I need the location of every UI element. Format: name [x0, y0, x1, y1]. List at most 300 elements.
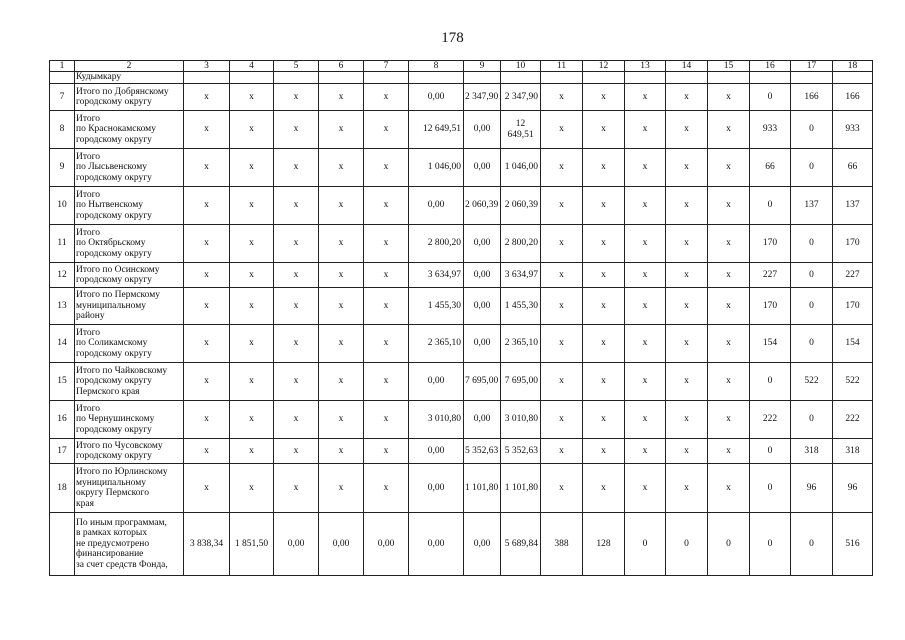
table-cell: x: [274, 288, 319, 325]
table-cell: [409, 72, 464, 84]
row-name-line: Кудымкару: [76, 72, 122, 83]
table-cell: x: [230, 401, 274, 439]
table-cell: 0,00: [464, 288, 501, 325]
table-row: [50, 363, 873, 401]
table-cell: 2 800,20: [501, 225, 541, 263]
table-cell: x: [319, 263, 364, 288]
table-cell: 128: [583, 513, 625, 576]
row-name-line: району: [76, 311, 105, 322]
row-name-line: по Чернушинскому: [76, 414, 155, 425]
table-cell: x: [541, 288, 583, 325]
row-name: [75, 187, 184, 225]
table-cell: x: [274, 363, 319, 401]
table-cell: x: [364, 263, 409, 288]
table-cell: 0: [791, 111, 833, 149]
row-name: [75, 111, 184, 149]
table-cell: x: [364, 288, 409, 325]
table-cell: 0: [791, 263, 833, 288]
table-cell: x: [274, 111, 319, 149]
table-cell: x: [274, 84, 319, 111]
row-number: 14: [50, 325, 75, 363]
table-cell: 3 634,97: [409, 263, 464, 288]
table-cell: [274, 72, 319, 84]
table-cell: 137: [791, 187, 833, 225]
table-cell: [464, 72, 501, 84]
table-cell: x: [184, 187, 230, 225]
table-row: [50, 111, 873, 149]
table-cell: x: [184, 363, 230, 401]
table-cell: [583, 72, 625, 84]
table-cell: 0: [791, 288, 833, 325]
table-cell: x: [708, 401, 750, 439]
table-cell: x: [666, 111, 708, 149]
table-cell: x: [625, 464, 666, 513]
row-name: [75, 401, 184, 439]
table-cell: x: [319, 363, 364, 401]
table-cell: x: [583, 288, 625, 325]
table-cell: x: [583, 363, 625, 401]
row-name-line: городскому округу: [76, 248, 152, 259]
table-cell: 0,00: [464, 263, 501, 288]
row-name-line: не предусмотрено: [76, 538, 150, 549]
table-row: [50, 288, 873, 325]
table-cell: x: [583, 149, 625, 187]
table-cell: 0,00: [464, 225, 501, 263]
table-row: [50, 263, 873, 288]
table-cell: 933: [750, 111, 791, 149]
table-cell: x: [541, 187, 583, 225]
table-cell: x: [230, 464, 274, 513]
row-name-line: городскому округу: [76, 376, 152, 387]
table-cell: 0: [708, 513, 750, 576]
row-name-line: за счет средств Фонда,: [76, 559, 168, 570]
table-cell: x: [708, 464, 750, 513]
table-cell: 66: [750, 149, 791, 187]
table-cell: [501, 72, 541, 84]
column-header: 9: [464, 61, 501, 72]
table-cell: x: [319, 464, 364, 513]
column-header: 1: [50, 61, 75, 72]
table-row: [50, 325, 873, 363]
row-name-line: городскому округу: [76, 134, 152, 145]
table-cell: 7 695,00: [464, 363, 501, 401]
table-cell: x: [184, 111, 230, 149]
table-cell: x: [541, 401, 583, 439]
table-cell: 0: [791, 513, 833, 576]
table-cell: x: [364, 439, 409, 464]
row-number: 9: [50, 149, 75, 187]
table-cell: 0: [750, 84, 791, 111]
table-cell: x: [319, 401, 364, 439]
table-cell: 0: [791, 225, 833, 263]
column-header: 10: [501, 61, 541, 72]
table-cell: x: [230, 288, 274, 325]
row-name-line: Итого: [76, 403, 101, 414]
table-cell: 154: [750, 325, 791, 363]
row-name-line: городскому округу: [76, 275, 152, 285]
table-row: [50, 513, 873, 576]
table-cell: x: [184, 439, 230, 464]
table-cell: 170: [750, 288, 791, 325]
table-cell: x: [625, 187, 666, 225]
table-cell: x: [319, 439, 364, 464]
table-cell: x: [230, 325, 274, 363]
row-name-line: По иным программам,: [76, 517, 167, 528]
table-row: [50, 84, 873, 111]
row-name-line: по Краснокамскому: [76, 124, 156, 135]
table-cell: x: [230, 111, 274, 149]
row-name-line: Итого: [76, 151, 101, 162]
table-cell: [184, 72, 230, 84]
table-cell: x: [666, 325, 708, 363]
table-cell: x: [319, 149, 364, 187]
table-cell: x: [708, 288, 750, 325]
table-cell: 222: [833, 401, 873, 439]
row-name: [75, 288, 184, 325]
table-row: [50, 439, 873, 464]
table-cell: x: [541, 84, 583, 111]
column-header: 13: [625, 61, 666, 72]
table-cell: [625, 72, 666, 84]
row-name-line: по Октябрьскому: [76, 238, 146, 249]
table-cell: x: [364, 149, 409, 187]
table-cell: 318: [791, 439, 833, 464]
table-cell: x: [666, 263, 708, 288]
table-cell: x: [541, 325, 583, 363]
table-cell: 227: [750, 263, 791, 288]
column-header: 11: [541, 61, 583, 72]
row-name-line: края: [76, 498, 94, 509]
row-number: 8: [50, 111, 75, 149]
table-cell: x: [625, 149, 666, 187]
table-cell: [666, 72, 708, 84]
table-cell: x: [666, 187, 708, 225]
table-cell: 0: [791, 401, 833, 439]
table-cell: 0: [791, 149, 833, 187]
row-number: 7: [50, 84, 75, 111]
row-name-line: Итого по Юрлинскому: [76, 467, 168, 477]
table-cell: x: [184, 225, 230, 263]
table-cell: x: [364, 464, 409, 513]
table-cell: x: [666, 464, 708, 513]
table-cell: x: [583, 84, 625, 111]
table-cell: 522: [791, 363, 833, 401]
row-name-line: городскому округу: [76, 172, 152, 183]
table-cell: 170: [833, 288, 873, 325]
table-cell: 516: [833, 513, 873, 576]
row-number: 16: [50, 401, 75, 439]
table-cell: x: [541, 464, 583, 513]
table-cell: x: [541, 263, 583, 288]
table-cell: 7 695,00: [501, 363, 541, 401]
row-number: 11: [50, 225, 75, 263]
table-cell: x: [230, 439, 274, 464]
row-name-line: Итого по Добрянскому: [76, 86, 169, 97]
column-header: 18: [833, 61, 873, 72]
table-cell: 0: [750, 513, 791, 576]
row-number: [50, 513, 75, 576]
table-row: [50, 72, 873, 84]
table-cell: [230, 72, 274, 84]
table-cell: 5 352,63: [464, 439, 501, 464]
column-header: 6: [319, 61, 364, 72]
table-cell: x: [274, 325, 319, 363]
row-name-line: Итого по Чайковскому: [76, 365, 168, 376]
table-cell: x: [364, 401, 409, 439]
row-name-line: финансирование: [76, 549, 144, 560]
table-cell: 3 010,80: [501, 401, 541, 439]
table-cell: x: [230, 363, 274, 401]
column-header: 7: [364, 61, 409, 72]
table-cell: x: [708, 263, 750, 288]
table-cell: 0: [750, 187, 791, 225]
table-cell: x: [708, 363, 750, 401]
table-cell: x: [184, 84, 230, 111]
table-cell: 0,00: [274, 513, 319, 576]
table-cell: x: [583, 401, 625, 439]
table-cell: 0,00: [409, 464, 464, 513]
table-cell: 1 101,80: [464, 464, 501, 513]
table-cell: x: [230, 84, 274, 111]
table-cell: 170: [750, 225, 791, 263]
row-name-line: Итого по Осинскому: [76, 264, 160, 275]
column-header: 16: [750, 61, 791, 72]
table-cell: x: [274, 401, 319, 439]
table-cell: 318: [833, 439, 873, 464]
table-cell: [708, 72, 750, 84]
table-cell: 0,00: [464, 513, 501, 576]
table-cell: 0,00: [409, 439, 464, 464]
table-cell: x: [583, 187, 625, 225]
table-cell: 522: [833, 363, 873, 401]
row-number: 18: [50, 464, 75, 513]
table-cell: x: [708, 225, 750, 263]
table-cell: x: [319, 187, 364, 225]
table-cell: x: [583, 439, 625, 464]
table-header: [50, 61, 873, 72]
row-number: 12: [50, 263, 75, 288]
table-cell: 2 365,10: [501, 325, 541, 363]
table-cell: x: [583, 325, 625, 363]
row-name-line: муниципальному: [76, 300, 146, 311]
table-cell: x: [230, 263, 274, 288]
row-name-line: городскому округу: [76, 424, 152, 435]
table-cell: x: [666, 149, 708, 187]
table-cell: 3 634,97: [501, 263, 541, 288]
table-cell: x: [625, 225, 666, 263]
table-cell: x: [666, 439, 708, 464]
table-cell: x: [319, 111, 364, 149]
table-row: [50, 187, 873, 225]
table-cell: x: [541, 149, 583, 187]
table-cell: 137: [833, 187, 873, 225]
table-cell: 2 347,90: [501, 84, 541, 111]
row-number: 10: [50, 187, 75, 225]
row-name: [75, 263, 184, 288]
row-name-line: Итого по Чусовскому: [76, 440, 163, 451]
table-cell: x: [708, 325, 750, 363]
page-number: 178: [441, 30, 464, 46]
table-cell: x: [541, 439, 583, 464]
table-cell: 222: [750, 401, 791, 439]
data-table: [49, 60, 873, 576]
table-cell: x: [583, 263, 625, 288]
table-cell: [791, 72, 833, 84]
table-cell: 0: [750, 464, 791, 513]
table-cell: x: [184, 401, 230, 439]
table-row: [50, 225, 873, 263]
row-name-line: Итого по Пермскому: [76, 290, 161, 301]
row-name-line: Итого: [76, 227, 101, 238]
table-cell: x: [364, 187, 409, 225]
table-cell: 96: [791, 464, 833, 513]
table-cell: x: [319, 288, 364, 325]
column-header: 17: [791, 61, 833, 72]
table-cell: [364, 72, 409, 84]
table-cell: 170: [833, 225, 873, 263]
table-cell: x: [625, 363, 666, 401]
table-cell: 0,00: [409, 513, 464, 576]
table-cell: 2 060,39: [464, 187, 501, 225]
table-cell: x: [274, 439, 319, 464]
table-cell: x: [319, 325, 364, 363]
table-cell: x: [364, 325, 409, 363]
table-cell: 0: [750, 439, 791, 464]
table-cell: x: [625, 288, 666, 325]
row-name: [75, 464, 184, 513]
table-cell: 0,00: [464, 401, 501, 439]
table-cell: 2 800,20: [409, 225, 464, 263]
table-cell: x: [583, 225, 625, 263]
table-cell: x: [364, 225, 409, 263]
row-name-line: в рамках которых: [76, 528, 148, 539]
table-cell: 0,00: [409, 187, 464, 225]
table-cell: 12 649,51: [409, 111, 464, 149]
table-cell: 166: [791, 84, 833, 111]
table-cell: x: [319, 84, 364, 111]
table-cell: x: [230, 225, 274, 263]
table-cell: x: [274, 149, 319, 187]
table-cell: x: [184, 464, 230, 513]
table-cell: 0,00: [409, 363, 464, 401]
table-cell: x: [230, 149, 274, 187]
row-name-line: городскому округу: [76, 210, 152, 221]
table-cell: x: [184, 325, 230, 363]
table-row: [50, 401, 873, 439]
table-cell: x: [708, 149, 750, 187]
column-header: 3: [184, 61, 230, 72]
table-cell: 0: [750, 363, 791, 401]
table-cell: 0,00: [409, 84, 464, 111]
table-cell: x: [625, 401, 666, 439]
table-cell: x: [541, 363, 583, 401]
row-name: [75, 325, 184, 363]
table-cell: [319, 72, 364, 84]
table-cell: 3 010,80: [409, 401, 464, 439]
table-cell: 227: [833, 263, 873, 288]
table-cell: 933: [833, 111, 873, 149]
table-cell: x: [364, 111, 409, 149]
table-cell: 1 046,00: [501, 149, 541, 187]
table-cell: x: [708, 111, 750, 149]
table-cell: x: [274, 225, 319, 263]
table-cell: 0: [625, 513, 666, 576]
table-cell: x: [583, 464, 625, 513]
row-number: [50, 72, 75, 84]
table-body: [50, 72, 873, 576]
table-cell: 5 689,84: [501, 513, 541, 576]
table-cell: x: [625, 439, 666, 464]
row-name: [75, 84, 184, 111]
row-number: 15: [50, 363, 75, 401]
column-header: 2: [75, 61, 184, 72]
row-name-line: муниципальному: [76, 477, 146, 488]
table-cell: 2 365,10: [409, 325, 464, 363]
table-cell: 0,00: [464, 111, 501, 149]
table-cell: [541, 72, 583, 84]
table-cell: [750, 72, 791, 84]
table-cell: 0,00: [319, 513, 364, 576]
row-name-line: Итого: [76, 113, 101, 124]
row-name-line: по Лысьвенскому: [76, 162, 147, 173]
row-name: [75, 225, 184, 263]
table-cell: 2 060,39: [501, 187, 541, 225]
column-header: 14: [666, 61, 708, 72]
column-header: 12: [583, 61, 625, 72]
table-cell: 1 455,30: [501, 288, 541, 325]
column-header: 5: [274, 61, 319, 72]
table-cell: 1 101,80: [501, 464, 541, 513]
table-cell: x: [666, 363, 708, 401]
table-cell: 0,00: [464, 149, 501, 187]
table-cell: 154: [833, 325, 873, 363]
table-cell: x: [184, 288, 230, 325]
table-cell: x: [625, 325, 666, 363]
table-cell: x: [364, 363, 409, 401]
table-cell: 0: [666, 513, 708, 576]
table-cell: 96: [833, 464, 873, 513]
row-name: [75, 72, 184, 84]
table-row: [50, 464, 873, 513]
table-cell: x: [708, 84, 750, 111]
row-name-line: Пермского края: [76, 386, 140, 397]
table-cell: x: [541, 225, 583, 263]
column-header: 4: [230, 61, 274, 72]
row-name-line: городскому округу: [76, 97, 152, 107]
row-name-line: городскому округу: [76, 451, 152, 461]
row-name-line: городскому округу: [76, 348, 152, 359]
table-cell: x: [274, 263, 319, 288]
table-cell: x: [230, 187, 274, 225]
row-name-line: округу Пермского: [76, 488, 149, 498]
column-header: 8: [409, 61, 464, 72]
row-name-line: Итого: [76, 327, 101, 338]
row-name: [75, 149, 184, 187]
row-number: 13: [50, 288, 75, 325]
table-cell: 1 851,50: [230, 513, 274, 576]
table-cell: x: [364, 84, 409, 111]
column-header: 15: [708, 61, 750, 72]
table-cell: 66: [833, 149, 873, 187]
table-cell: x: [184, 149, 230, 187]
table-cell: x: [708, 187, 750, 225]
table-cell: x: [625, 84, 666, 111]
row-name: [75, 439, 184, 464]
row-name-line: Итого: [76, 189, 101, 200]
table-cell: x: [625, 263, 666, 288]
row-name-line: по Нытвенскому: [76, 200, 144, 211]
table-cell: 388: [541, 513, 583, 576]
